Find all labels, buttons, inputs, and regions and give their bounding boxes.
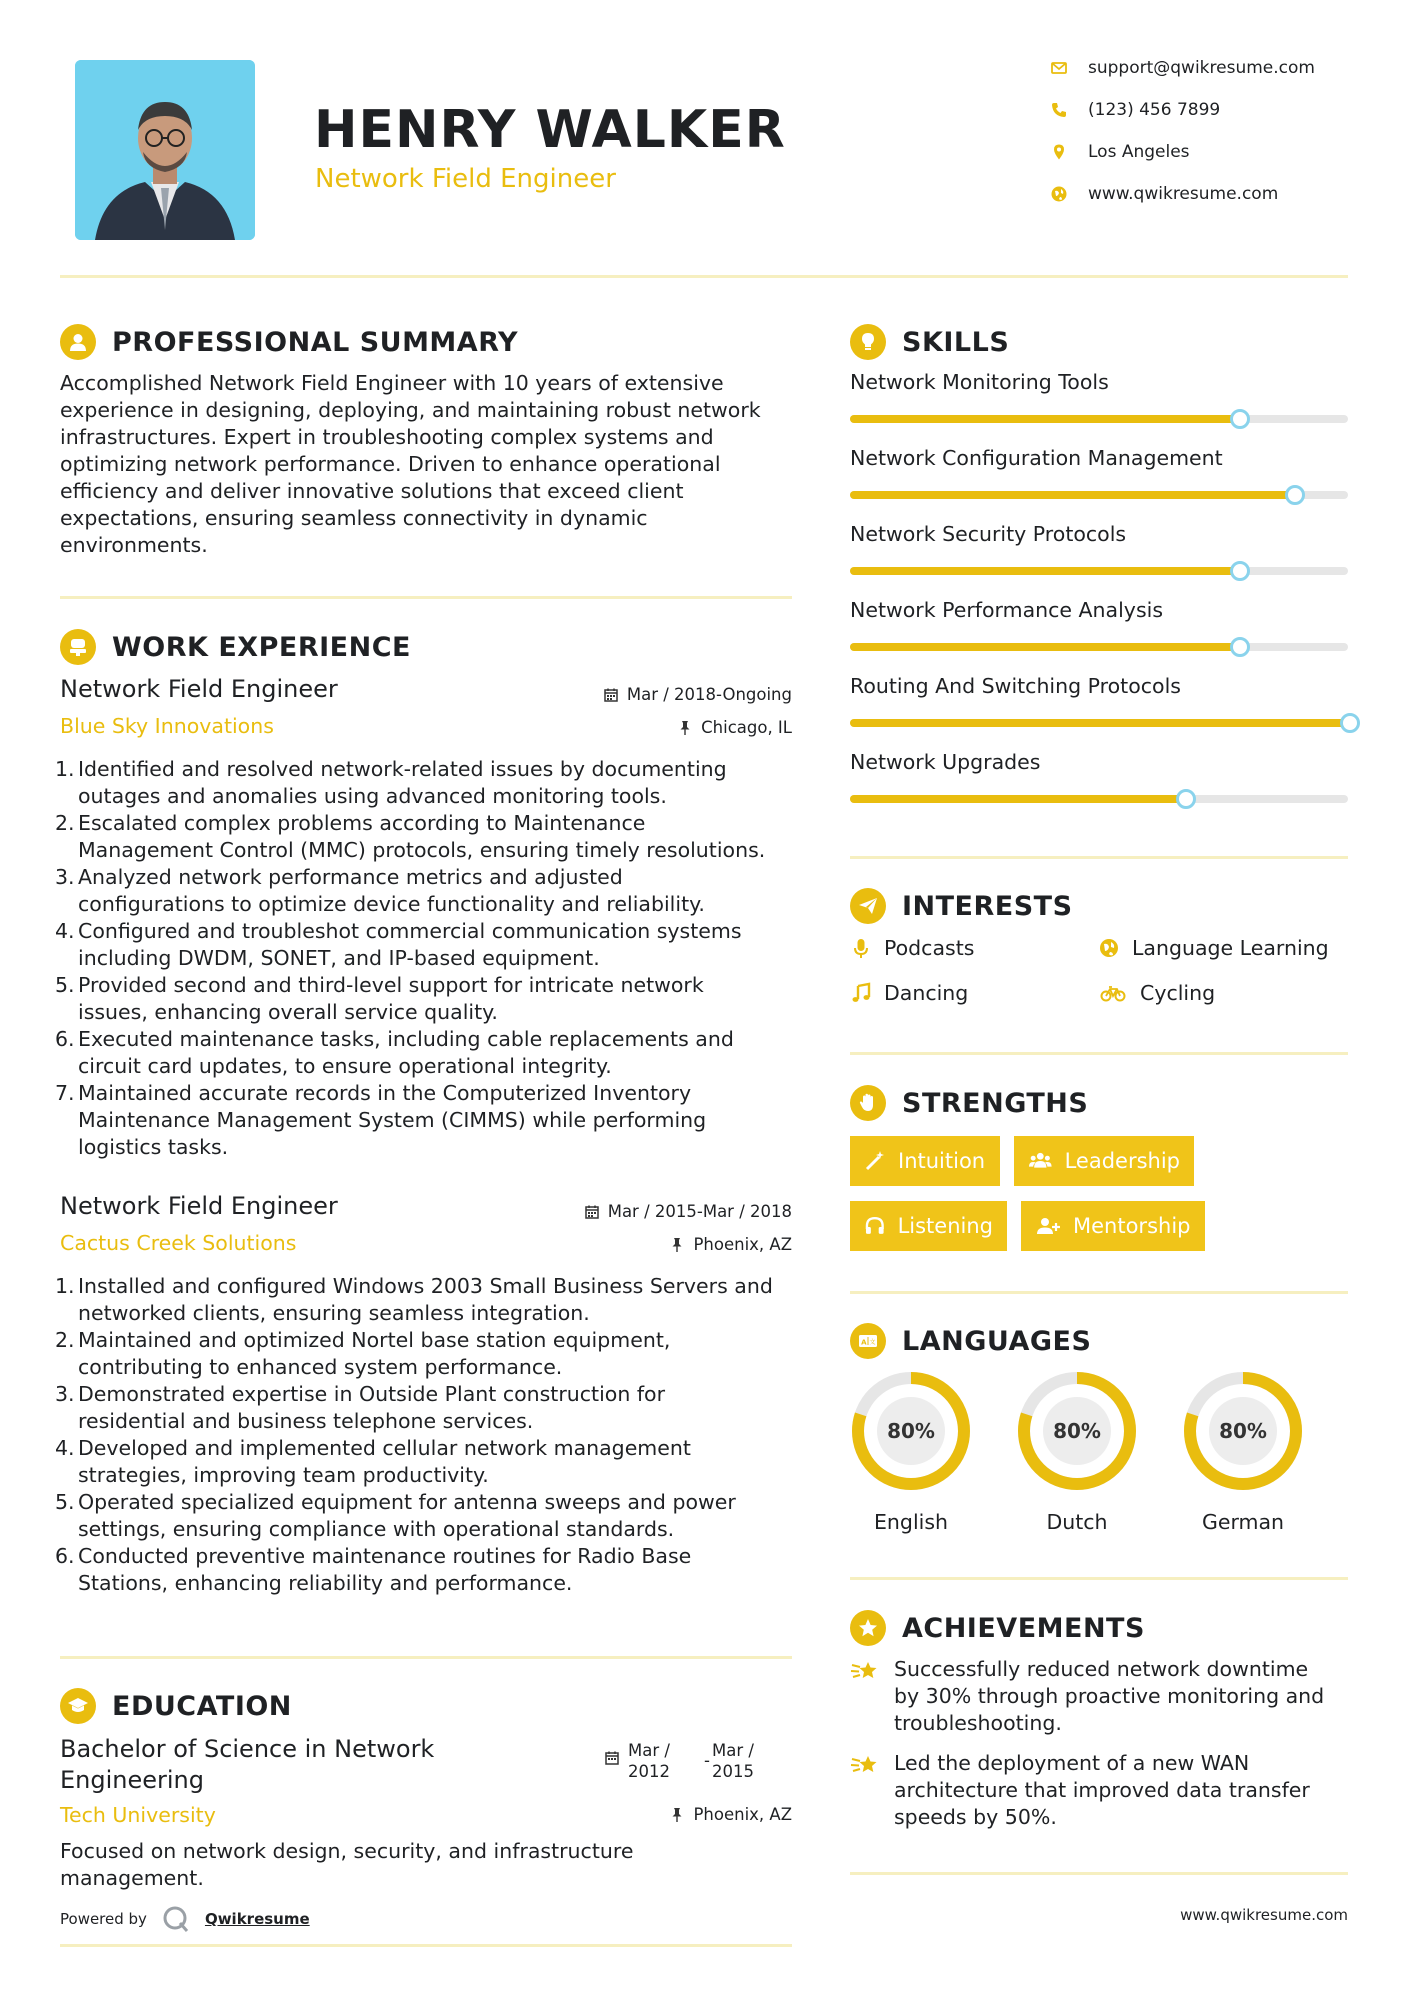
skill-bar-knob [1285,485,1305,505]
contact-email-text: support@qwikresume.com [1088,58,1315,78]
microphone-icon [850,937,872,959]
location-pin-icon [1050,143,1068,161]
job-1-title: Network Field Engineer [60,675,338,703]
job-2-duties [55,1273,800,1597]
language-percent: 80% [1219,1419,1267,1443]
interests-heading: INTERESTS [850,888,1073,924]
skill-label: Network Monitoring Tools [850,370,1109,394]
skill-bar-fill [850,719,1348,727]
star-badge-icon [850,1610,886,1646]
skill-label: Network Configuration Management [850,446,1223,470]
contact-website-text: www.qwikresume.com [1088,184,1279,204]
contact-location [1050,142,1190,162]
list-item: 5. Provided second and third-level support for intricate network issues, enhancing overall service quality. [55,973,704,1024]
language-label: English [873,1510,949,1534]
calendar-icon [584,1204,600,1220]
pushpin-icon [669,1807,685,1823]
job-1-date: Mar / 2018-Ongoing [500,685,792,704]
skill-bar-fill [850,643,1238,651]
strength-listening: Listening [850,1201,1007,1251]
list-item: 3. Demonstrated expertise in Outside Plant construction for residential and business telephone services. [55,1382,666,1433]
bicycle-icon [1098,982,1128,1004]
phone-icon [1050,101,1068,119]
interest-podcasts: Podcasts [850,936,974,960]
skill-bar-track [850,491,1348,499]
job-2-company: Cactus Creek Solutions [60,1231,297,1255]
strengths-divider [850,1291,1348,1294]
skill-bar-knob [1340,713,1360,733]
skill-bar-fill [850,415,1238,423]
language-percent: 80% [887,1419,935,1443]
skill-item [850,674,1348,750]
calendar-icon [604,1750,620,1766]
globe-icon [1050,185,1068,203]
skill-bar-knob [1230,561,1250,581]
profile-photo [75,60,255,240]
list-item: 2. Escalated complex problems according to Maintenance Management Control (MMC) protocols, ensuring timely resolutions. [55,811,766,862]
interest-dancing: Dancing [850,981,968,1005]
language-label: German [1201,1510,1285,1534]
skill-label: Routing And Switching Protocols [850,674,1181,698]
user-icon [60,324,96,360]
language-ring [1178,1366,1308,1496]
skill-bar-fill [850,491,1293,499]
calendar-icon [603,687,619,703]
skill-bar-knob [1230,409,1250,429]
language-label: Dutch [1046,1510,1108,1534]
skill-bar-track [850,567,1348,575]
interest-cycling: Cycling [1098,981,1215,1005]
job-1-location: Chicago, IL [500,718,792,737]
achievement-item: Led the deployment of a new WAN architecture that improved data transfer speeds by 50%. [850,1750,1348,1831]
magic-wand-icon [864,1150,886,1172]
skill-item [850,446,1348,522]
contact-location-text: Los Angeles [1088,142,1190,162]
education-degree: Bachelor of Science in Network Engineering [60,1735,435,1794]
list-item: 4. Configured and troubleshot commercial communication systems including DWDM, SONET, and IP-based equipment. [55,919,742,970]
list-item: 1. Installed and configured Windows 2003 Small Business Servers and networked clients, ensuring seamless integration. [55,1274,773,1325]
header-divider [60,275,1348,278]
list-item: 6. Conducted preventive maintenance routines for Radio Base Stations, enhancing reliability and performance. [55,1544,692,1595]
paper-plane-icon [850,888,886,924]
skill-bar-fill [850,795,1184,803]
experience-heading: WORK EXPERIENCE [60,629,411,665]
interest-language-learning: Language Learning [1098,936,1329,960]
list-item: 3. Analyzed network performance metrics and adjusted configurations to optimize device functionality and reliability. [55,865,705,916]
skill-bar-knob [1230,637,1250,657]
summary-heading: PROFESSIONAL SUMMARY [60,324,518,360]
users-icon [1028,1150,1053,1172]
list-item: 6. Executed maintenance tasks, including cable replacements and circuit card updates, to ensure operational integrity. [55,1027,734,1078]
list-item: 4. Developed and implemented cellular network management strategies, improving team productivity. [55,1436,691,1487]
language-card-icon [850,1323,886,1359]
envelope-icon [1050,59,1068,77]
job-1-duties [55,756,800,1161]
summary-divider [60,596,792,599]
qwikresume-logo-icon [161,1904,191,1934]
svg-text:A: A [861,1338,867,1347]
skill-bar-track [850,643,1348,651]
experience-divider [60,1656,792,1659]
candidate-title: Network Field Engineer [315,164,616,194]
lightbulb-icon [850,324,886,360]
briefcase-icon [60,629,96,665]
powered-by: Powered by Qwikresume [60,1904,310,1934]
skills-divider [850,856,1348,859]
pushpin-icon [669,1237,685,1253]
globe-icon [1098,937,1120,959]
skill-item [850,370,1348,446]
language-ring [1012,1366,1142,1496]
skill-label: Network Performance Analysis [850,598,1163,622]
candidate-name: HENRY WALKER [314,100,786,160]
contact-phone-text: (123) 456 7899 [1088,100,1221,120]
job-2-title: Network Field Engineer [60,1192,338,1220]
skills-list [850,370,1348,826]
skill-item [850,522,1348,598]
skill-item [850,750,1348,826]
language-item [846,1366,976,1534]
skill-bar-track [850,415,1348,423]
user-plus-icon [1035,1215,1061,1237]
job-2-date: Mar / 2015-Mar / 2018 [500,1202,792,1221]
job-1-company: Blue Sky Innovations [60,714,274,738]
qwikresume-link[interactable]: Qwikresume [204,1910,310,1928]
list-item: 2. Maintained and optimized Nortel base station equipment, contributing to enhanced system performance. [55,1328,671,1379]
summary-text: Accomplished Network Field Engineer with 10 years of extensive experience in designing, deploying, and maintaining robust network infrastructures. Expert in troubleshooting complex systems and optimizing network performance. Driven to enhance operational efficiency and deliver innovative solutions that exceed client expectations, ensuring seamless connectivity in dynamic environments. [60,371,761,557]
skill-label: Network Upgrades [850,750,1041,774]
contact-email[interactable] [1050,58,1315,78]
footer-divider [60,1944,792,1947]
achievements-divider [850,1872,1348,1875]
skill-bar-knob [1176,789,1196,809]
education-date: Mar / 2012 - Mar / 2015 [604,1740,754,1782]
skill-bar-track [850,795,1348,803]
education-heading: EDUCATION [60,1688,292,1724]
list-item: 5. Operated specialized equipment for antenna sweeps and power settings, ensuring compliance with operational standards. [55,1490,736,1541]
headphones-icon [864,1215,886,1237]
contact-website[interactable] [1050,184,1278,204]
achievements-heading: ACHIEVEMENTS [850,1610,1145,1646]
list-item: 1. Identified and resolved network-related issues by documenting outages and anomalies using advanced monitoring tools. [55,757,727,808]
education-description: Focused on network design, security, and infrastructure management. [60,1839,634,1890]
strengths-heading: STRENGTHS [850,1085,1088,1121]
language-item [1178,1366,1308,1534]
shooting-star-icon [850,1656,880,1686]
languages-heading: A 文 LANGUAGES [850,1323,1091,1359]
skill-bar-track [850,719,1348,727]
graduation-icon [60,1688,96,1724]
language-percent: 80% [1053,1419,1101,1443]
languages-divider [850,1577,1348,1580]
strength-mentorship: Mentorship [1021,1201,1205,1251]
footer-site-link[interactable]: www.qwikresume.com [1180,1906,1348,1924]
strength-intuition: Intuition [850,1136,1000,1186]
job-2-location: Phoenix, AZ [500,1235,792,1254]
education-location: Phoenix, AZ [500,1805,792,1824]
svg-text:文: 文 [869,1339,876,1346]
languages-list [846,1366,1346,1534]
skill-bar-fill [850,567,1238,575]
interests-divider [850,1052,1348,1055]
strength-leadership: Leadership [1014,1136,1194,1186]
hand-icon [850,1085,886,1121]
skills-heading: SKILLS [850,324,1009,360]
language-ring [846,1366,976,1496]
language-item [1012,1366,1142,1534]
skill-item [850,598,1348,674]
education-school: Tech University [60,1803,216,1827]
pushpin-icon [677,720,693,736]
contact-phone[interactable] [1050,100,1220,120]
skill-label: Network Security Protocols [850,522,1127,546]
music-note-icon [850,982,872,1004]
shooting-star-icon [850,1750,880,1780]
list-item: 7. Maintained accurate records in the Computerized Inventory Maintenance Management System (CIMMS) while performing logistics tasks. [55,1081,707,1159]
achievement-item: Successfully reduced network downtime by 30% through proactive monitoring and troubleshooting. [850,1656,1348,1737]
